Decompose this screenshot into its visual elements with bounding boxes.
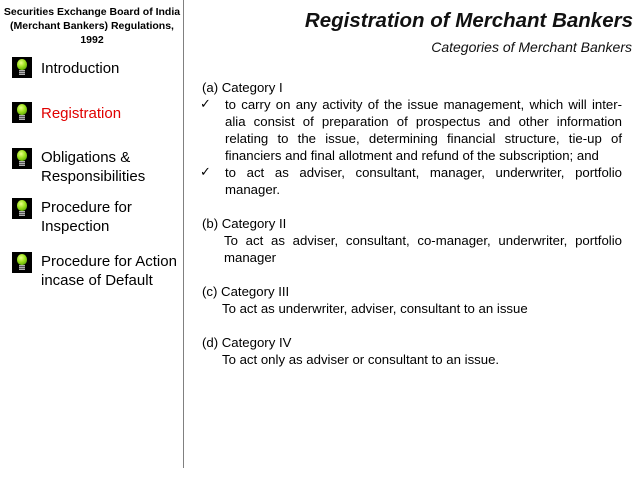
- organization-header: [0, 5, 184, 47]
- nav-item-inspection[interactable]: [12, 198, 186, 236]
- org-line-1: Securities Exchange Board of India: [3, 6, 181, 18]
- category-text: To act only as adviser or consultant to an issue.: [222, 352, 500, 367]
- nav-item-introduction[interactable]: [12, 57, 186, 78]
- checkmark-icon: ✓: [200, 97, 211, 112]
- nav-label-active: Registration: [41, 105, 122, 122]
- lightbulb-icon: [12, 102, 32, 123]
- list-item-text: to carry on any activity of the issue management, which will inter-alia consist of preparation of prospectus and other information relating to the issue, determining financial structure, tie-up of financiers and final allotment and refund of the subscription; and: [225, 97, 622, 163]
- category-heading: (b) Category II: [202, 216, 287, 231]
- checkmark-icon: ✓: [200, 165, 211, 180]
- category-1-section: [202, 79, 622, 198]
- category-text: To act as underwriter, adviser, consultant to an issue: [222, 301, 528, 316]
- list-item: [202, 96, 622, 164]
- category-heading: (d) Category IV: [202, 335, 292, 350]
- lightbulb-icon: [12, 252, 32, 273]
- category-3-section: [202, 283, 622, 317]
- lightbulb-icon: [12, 57, 32, 78]
- list-item-text: to act as adviser, consultant, manager, underwriter, portfolio manager.: [225, 165, 622, 197]
- category-2-section: [202, 215, 622, 266]
- category-4-section: [202, 334, 622, 368]
- list-item: [202, 164, 622, 198]
- nav-label: Procedure for Inspection: [41, 199, 132, 235]
- main-content: [202, 79, 622, 368]
- lightbulb-icon: [12, 148, 32, 169]
- nav-label: Introduction: [41, 60, 120, 77]
- category-text: To act as adviser, consultant, co-manager, underwriter, portfolio manager: [224, 233, 622, 265]
- nav-item-obligations[interactable]: [12, 148, 186, 186]
- page-subtitle: Categories of Merchant Bankers: [431, 39, 632, 55]
- category-heading: (a) Category I: [202, 80, 283, 95]
- nav-item-registration[interactable]: [12, 102, 186, 123]
- nav-label: Obligations & Responsibilities: [41, 149, 146, 185]
- org-line-2: (Merchant Bankers) Regulations, 1992: [10, 20, 174, 46]
- nav-label: Procedure for Action incase of Default: [41, 253, 177, 289]
- lightbulb-icon: [12, 198, 32, 219]
- page-title: Registration of Merchant Bankers: [304, 9, 633, 32]
- nav-item-default-action[interactable]: [12, 252, 186, 290]
- category-heading: (c) Category III: [202, 284, 290, 299]
